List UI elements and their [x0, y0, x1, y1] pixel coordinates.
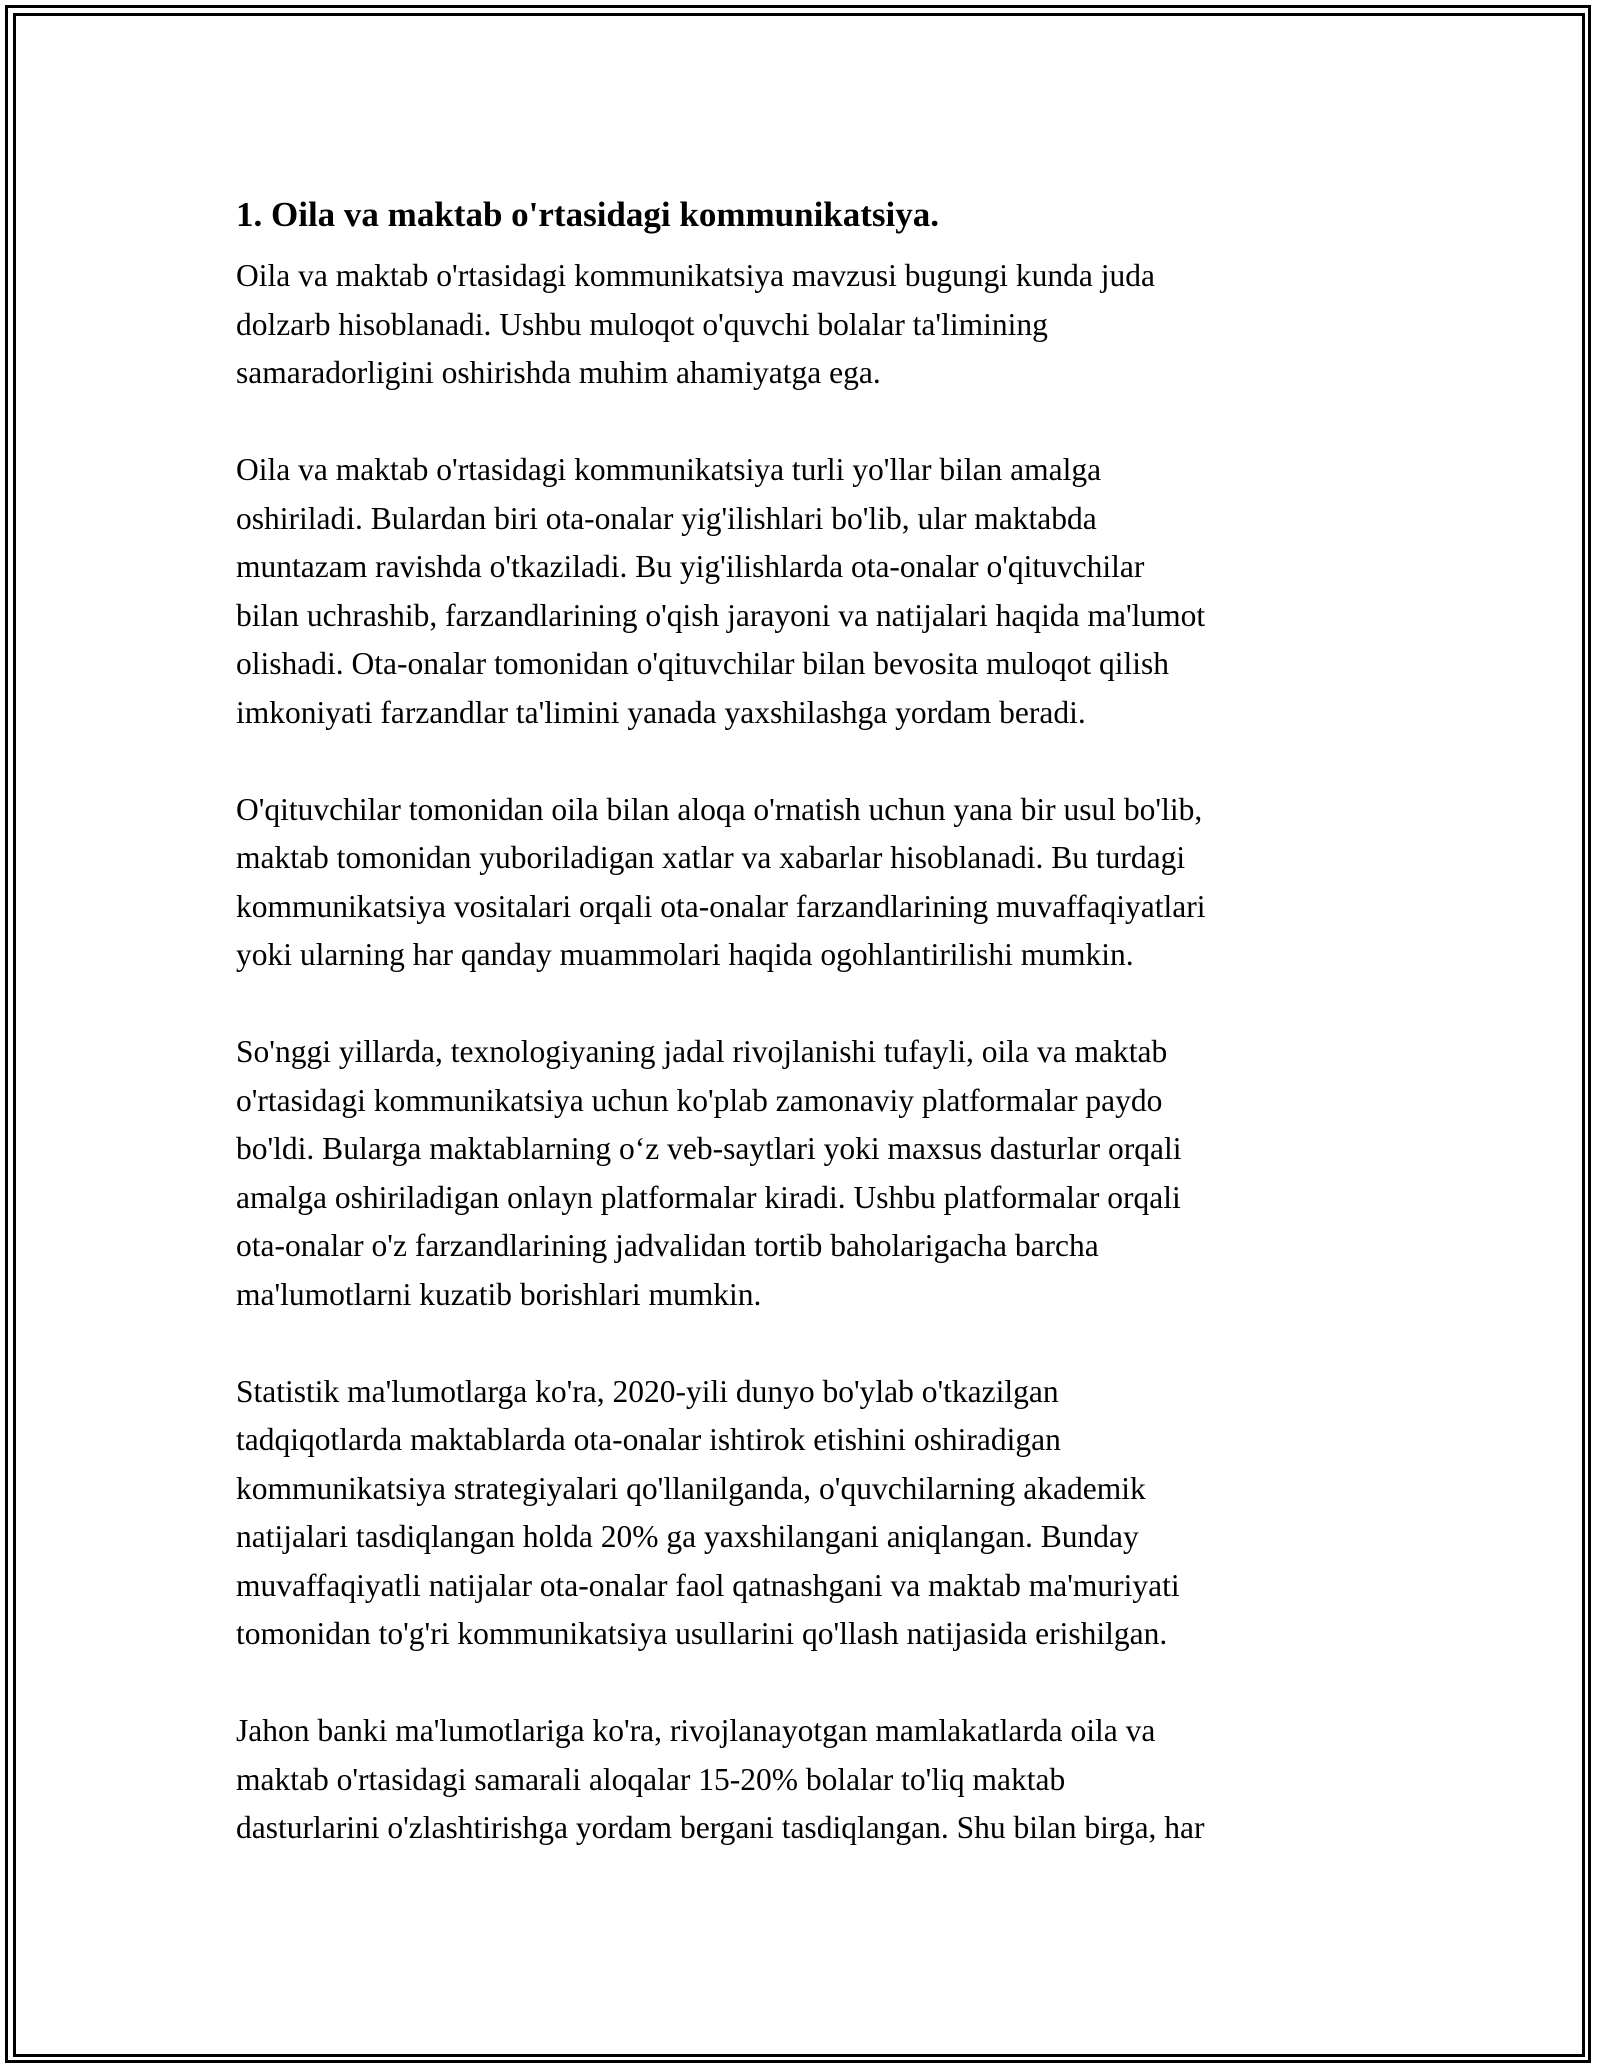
paragraph-line: dolzarb hisoblanadi. Ushbu muloqot o'quvchi bolalar ta'limining: [236, 306, 1048, 342]
paragraph-line: bo'ldi. Bularga maktablarning o‘z veb-saytlari yoki maxsus dasturlar orqali: [236, 1131, 1182, 1166]
paragraph-line: muvaffaqiyatli natijalar ota-onalar faol qatnashgani va maktab ma'muriyati: [236, 1567, 1180, 1603]
paragraph-line: Statistik ma'lumotlarga ko'ra, 2020-yili dunyo bo'ylab o'tkazilgan: [236, 1373, 1059, 1409]
paragraph-letters-messages: [236, 786, 1376, 980]
paragraph-line: kommunikatsiya strategiyalari qo'llanilganda, o'quvchilarning akademik: [236, 1470, 1146, 1506]
paragraph-line: Oila va maktab o'rtasidagi kommunikatsiya mavzusi bugungi kunda juda: [236, 258, 1155, 293]
document-body: [236, 186, 1376, 1901]
paragraph-line: So'nggi yillarda, texnologiyaning jadal rivojlanishi tufayli, oila va maktab: [236, 1034, 1168, 1069]
paragraph-line: tomonidan to'g'ri kommunikatsiya usullarini qo'llash natijasida erishilgan.: [236, 1616, 1168, 1651]
paragraph-line: muntazam ravishda o'tkaziladi. Bu yig'ilishlarda ota-onalar o'qituvchilar: [236, 549, 1145, 584]
paragraph-line: samaradorligini oshirishda muhim ahamiyatga ega.: [236, 355, 881, 390]
section-heading: 1. Oila va maktab o'rtasidagi kommunikatsiya.: [236, 195, 940, 234]
paragraph-line: kommunikatsiya vositalari orqali ota-onalar farzandlarining muvaffaqiyatlari: [236, 888, 1206, 924]
paragraph-line: maktab o'rtasidagi samarali aloqalar 15-20% bolalar to'liq maktab: [236, 1761, 1066, 1797]
paragraph-line: maktab tomonidan yuboriladigan xatlar va xabarlar hisoblanadi. Bu turdagi: [236, 840, 1186, 875]
paragraph-line: o'rtasidagi kommunikatsiya uchun ko'plab zamonaviy platformalar paydo: [236, 1082, 1163, 1118]
paragraph-line: bilan uchrashib, farzandlarining o'qish jarayoni va natijalari haqida ma'lumot: [236, 597, 1206, 633]
paragraph-line: yoki ularning har qanday muammolari haqida ogohlantirilishi mumkin.: [236, 937, 1134, 972]
paragraph-online-platforms: [236, 1028, 1376, 1319]
paragraph-line: amalga oshiriladigan onlayn platformalar kiradi. Ushbu platformalar orqali: [236, 1179, 1181, 1215]
paragraph-line: Oila va maktab o'rtasidagi kommunikatsiya turli yo'llar bilan amalga: [236, 452, 1102, 487]
paragraph-line: dasturlarini o'zlashtirishga yordam bergani tasdiqlangan. Shu bilan birga, har: [236, 1810, 1205, 1845]
paragraph-world-bank: [236, 1707, 1376, 1853]
paragraph-parent-meetings: [236, 446, 1376, 737]
paragraph-statistics: [236, 1368, 1376, 1659]
paragraph-line: ota-onalar o'z farzandlarining jadvalidan tortib baholarigacha barcha: [236, 1228, 1099, 1263]
paragraph-line: Jahon banki ma'lumotlariga ko'ra, rivojlanayotgan mamlakatlarda oila va: [236, 1713, 1156, 1748]
paragraph-line: tadqiqotlarda maktablarda ota-onalar ishtirok etishini oshiradigan: [236, 1422, 1061, 1457]
paragraph-line: oshiriladi. Bulardan biri ota-onalar yig'ilishlari bo'lib, ular maktabda: [236, 500, 1097, 536]
paragraph-line: O'qituvchilar tomonidan oila bilan aloqa o'rnatish uchun yana bir usul bo'lib,: [236, 791, 1203, 827]
paragraph-line: ma'lumotlarni kuzatib borishlari mumkin.: [236, 1276, 762, 1312]
paragraph-line: olishadi. Ota-onalar tomonidan o'qituvchilar bilan bevosita muloqot qilish: [236, 646, 1170, 681]
paragraph-line: imkoniyati farzandlar ta'limini yanada yaxshilashga yordam beradi.: [236, 694, 1086, 730]
paragraph-line: natijalari tasdiqlangan holda 20% ga yaxshilangani aniqlangan. Bunday: [236, 1519, 1139, 1554]
paragraph-intro: [236, 252, 1376, 398]
